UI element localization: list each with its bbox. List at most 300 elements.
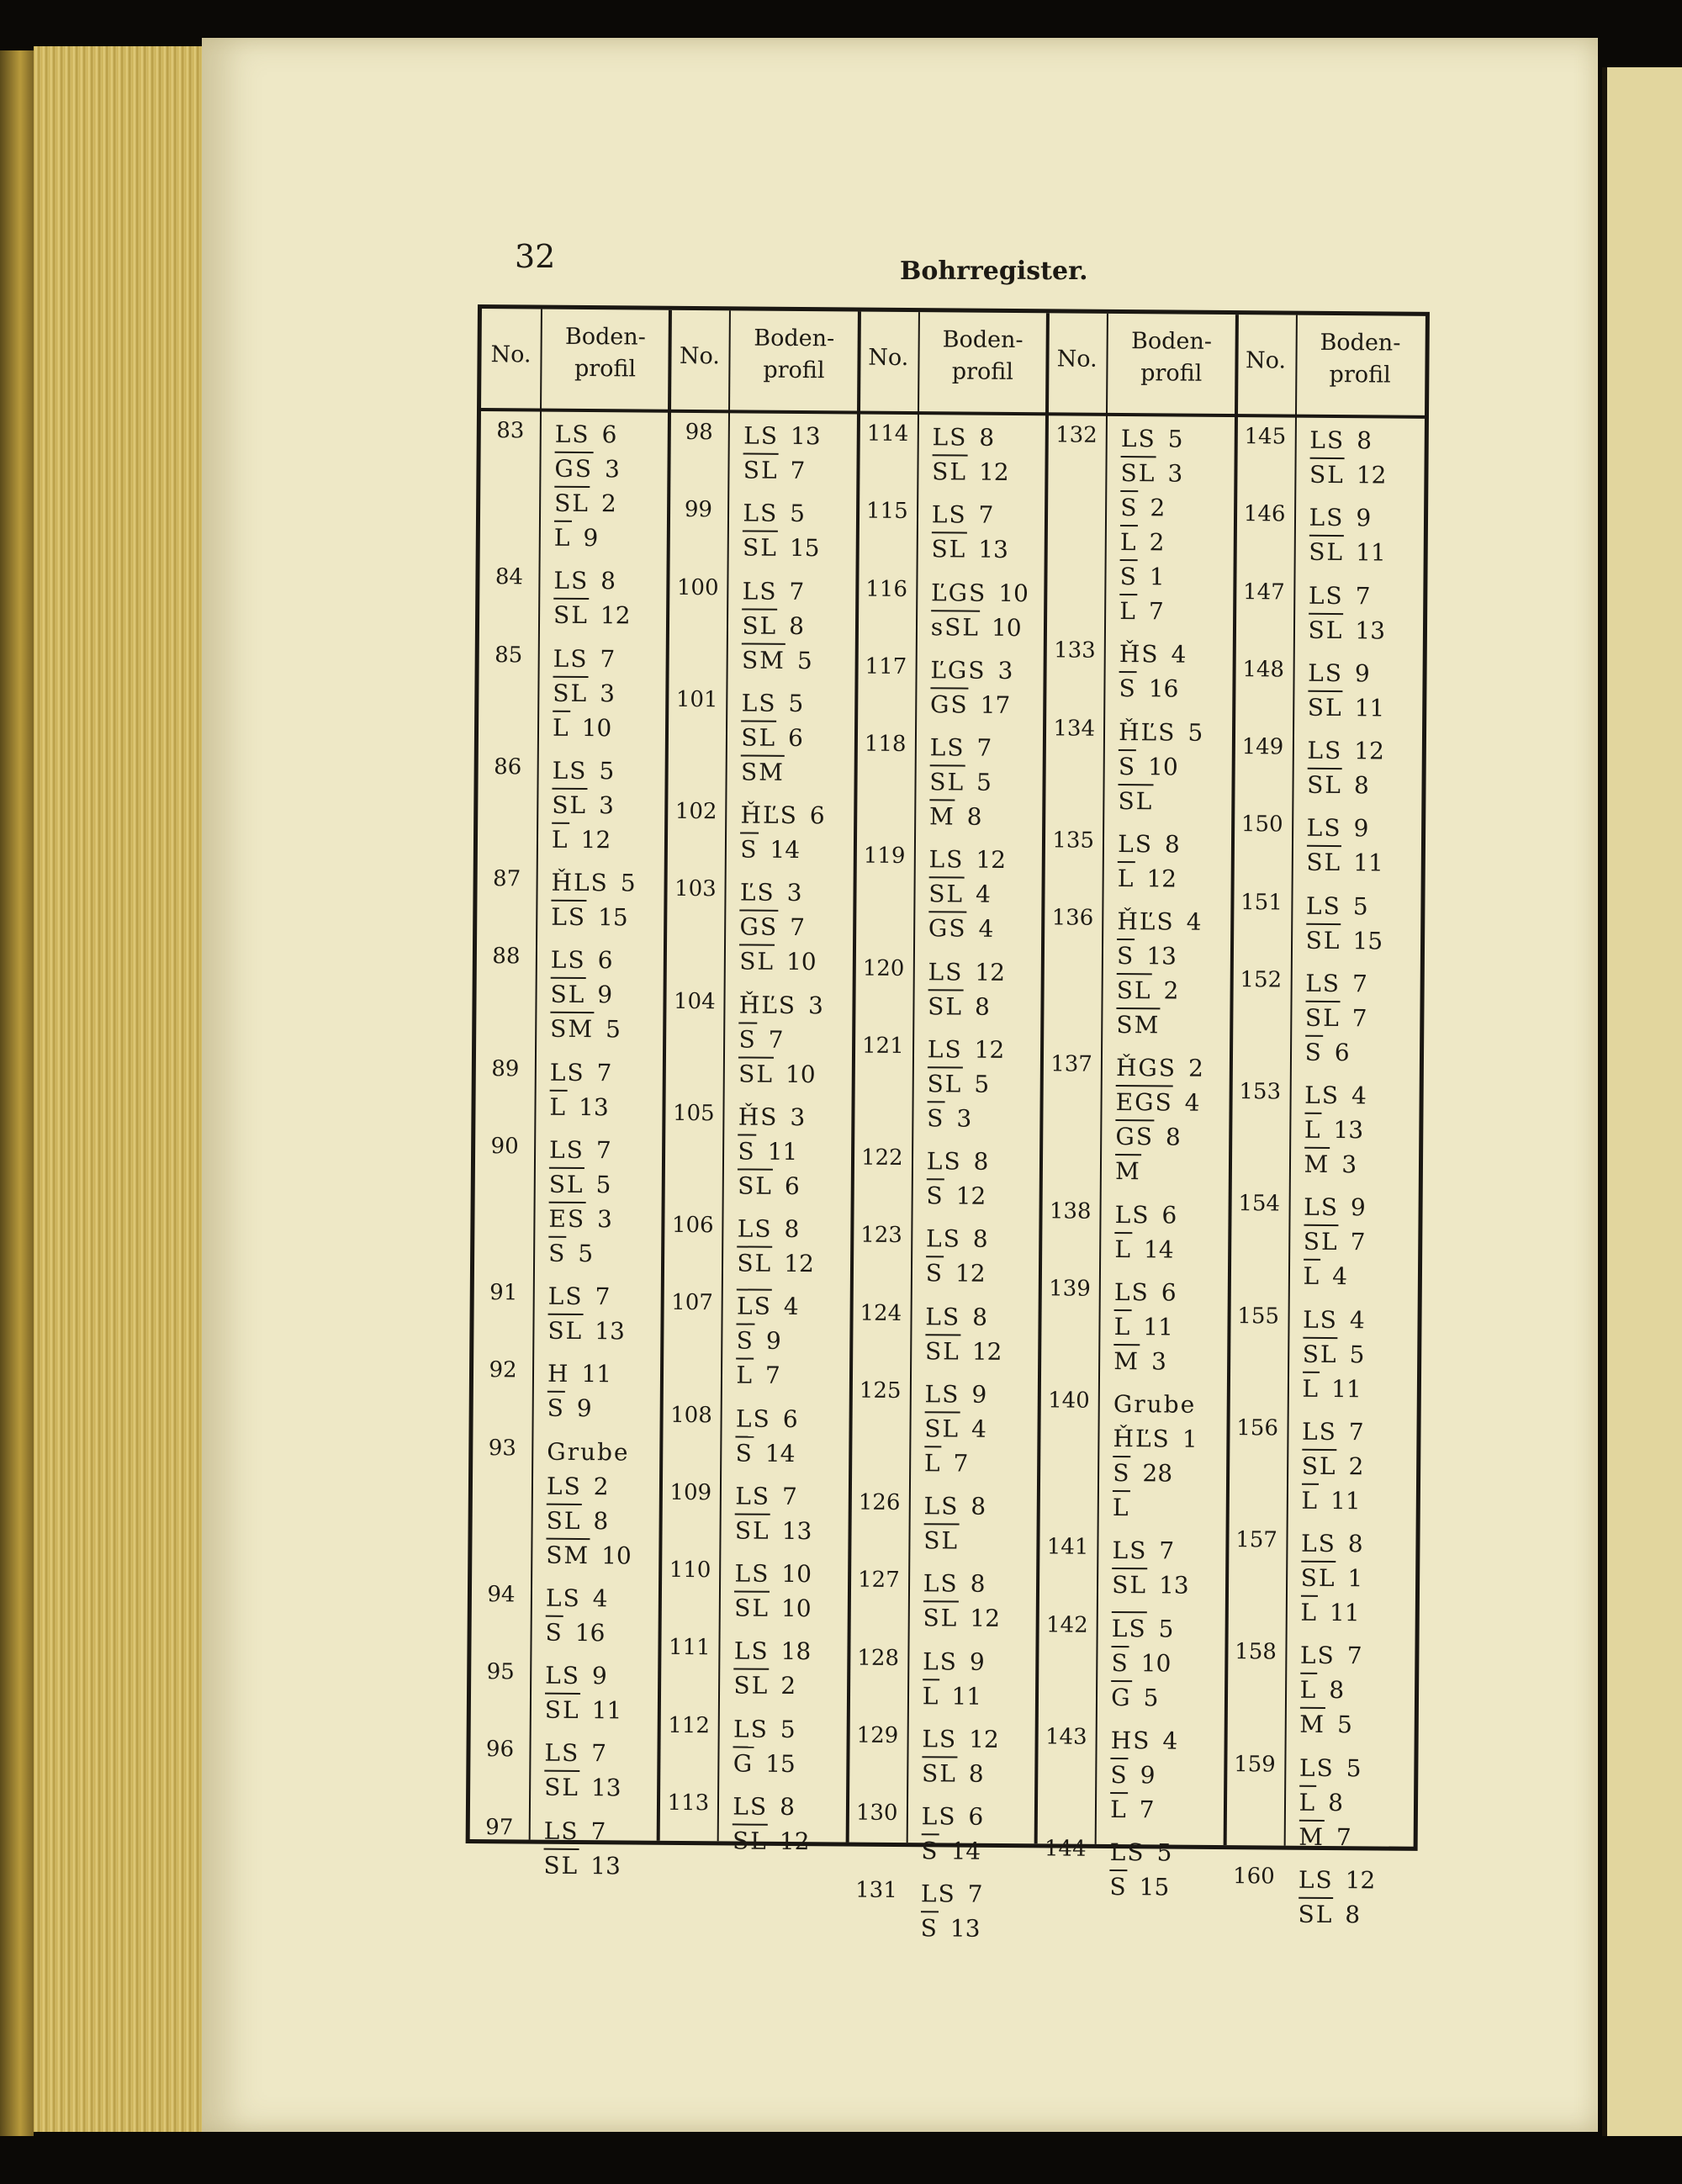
layer-thickness: 13 xyxy=(1355,616,1386,644)
profile-layer xyxy=(932,420,994,455)
soil-code: S xyxy=(1113,1456,1130,1489)
profile-layer xyxy=(738,1022,783,1056)
layer-thickness: 9 xyxy=(969,1647,985,1676)
layer-thickness: 1 xyxy=(1149,563,1165,591)
layer-thickness: 7 xyxy=(595,1135,611,1165)
soil-code: SL xyxy=(549,1166,584,1199)
bohrung-number: 141 xyxy=(1046,1534,1089,1561)
bohrung-number: 138 xyxy=(1049,1198,1092,1224)
profile-layer xyxy=(1304,1078,1367,1113)
page-edges xyxy=(34,46,210,2132)
profile-layer xyxy=(550,1012,621,1047)
layer-thickness: 12 xyxy=(970,1604,1001,1633)
soil-code: SL xyxy=(924,1411,960,1444)
soil-code: SL xyxy=(1306,923,1341,955)
profile-layer xyxy=(925,1299,987,1335)
soil-code: SL xyxy=(738,1168,773,1201)
profile-layer xyxy=(1309,535,1386,570)
bohrung-number: 85 xyxy=(495,642,523,668)
bohrung-number: 90 xyxy=(490,1133,519,1160)
layer-thickness: 6 xyxy=(784,1171,800,1200)
running-head: Bohrregister. xyxy=(900,256,1088,286)
header-no: No. xyxy=(679,342,721,370)
profile-layer xyxy=(1113,1387,1197,1422)
profile-layer xyxy=(1118,861,1177,896)
layer-thickness: 8 xyxy=(979,423,995,452)
bohrung-number: 130 xyxy=(855,1800,898,1826)
profile-layer xyxy=(1114,1309,1174,1345)
bohrung-number: 137 xyxy=(1050,1051,1093,1078)
layer-thickness: 6 xyxy=(1161,1278,1177,1307)
bohrung-number: 114 xyxy=(866,420,909,447)
layer-thickness: 13 xyxy=(590,1851,621,1880)
layer-thickness: 7 xyxy=(1346,1642,1362,1670)
soil-code: SL xyxy=(547,1503,582,1536)
soil-code: EGS xyxy=(1116,1085,1173,1118)
profile-layer xyxy=(738,1099,806,1134)
profile-layer xyxy=(931,610,1022,645)
soil-code: S xyxy=(1119,749,1136,782)
bohrung-number: 103 xyxy=(674,876,717,902)
bohrung-number: 83 xyxy=(496,418,525,444)
soil-code: LS xyxy=(735,1404,771,1433)
layer-thickness: 6 xyxy=(597,946,613,975)
soil-code: S xyxy=(1111,1645,1129,1678)
layer-thickness: 11 xyxy=(591,1696,622,1725)
profile-layer xyxy=(738,1056,816,1092)
layer-thickness: 7 xyxy=(790,913,806,942)
bohrung-number: 115 xyxy=(865,498,908,525)
layer-thickness: 15 xyxy=(1352,926,1383,955)
profile-layer xyxy=(554,486,616,521)
soil-code: LS xyxy=(737,1289,772,1322)
profile-layer xyxy=(548,1201,612,1236)
soil-code: SL xyxy=(1304,1224,1339,1257)
soil-code: L xyxy=(1304,1113,1322,1145)
soil-code: LS xyxy=(928,845,965,874)
header-no: No. xyxy=(1245,347,1287,374)
layer-thickness: 13 xyxy=(595,1317,625,1346)
soil-code: L xyxy=(1119,594,1137,627)
layer-thickness: 3 xyxy=(1341,1150,1357,1179)
soil-code: LS xyxy=(551,900,586,933)
profile-layer xyxy=(927,1066,989,1102)
soil-code: LS xyxy=(543,1816,579,1845)
profile-layer xyxy=(926,1256,986,1291)
layer-thickness: 12 xyxy=(978,457,1009,486)
soil-code: LS xyxy=(925,1302,961,1331)
profile-layer xyxy=(1306,888,1368,923)
profile-layer xyxy=(544,1813,606,1848)
bohrung-number: 125 xyxy=(859,1378,902,1404)
bohrung-number: 135 xyxy=(1052,828,1095,854)
profile-layer xyxy=(740,797,824,833)
layer-thickness: 14 xyxy=(770,835,801,865)
layer-thickness: 11 xyxy=(1330,1486,1361,1515)
layer-thickness: 5 xyxy=(620,869,636,897)
layer-thickness: 12 xyxy=(955,1182,986,1210)
soil-code: SM xyxy=(550,1012,594,1044)
bohrung-number: 98 xyxy=(685,419,713,446)
profile-layer xyxy=(1299,1819,1351,1853)
profile-layer xyxy=(1299,1785,1343,1819)
profile-layer xyxy=(1119,637,1187,672)
layer-thickness: 8 xyxy=(1357,426,1373,455)
profile-layer xyxy=(1302,1448,1364,1483)
layer-thickness: 4 xyxy=(1184,1088,1200,1118)
soil-code: ȞĽS xyxy=(740,801,798,830)
layer-thickness: 4 xyxy=(592,1584,608,1613)
soil-code: L xyxy=(554,521,572,553)
soil-code: ĽGS xyxy=(930,578,987,607)
bohrung-number: 150 xyxy=(1240,812,1283,838)
soil-code: L xyxy=(1301,1483,1319,1515)
profile-layer xyxy=(1110,1792,1155,1827)
layer-thickness: 5 xyxy=(595,1170,611,1199)
profile-layer xyxy=(735,1478,797,1514)
bohrung-number: 106 xyxy=(671,1212,714,1239)
soil-code: S xyxy=(926,1256,944,1288)
layer-thickness: 4 xyxy=(1162,1727,1178,1755)
layer-thickness: 16 xyxy=(574,1618,606,1647)
soil-code: SL xyxy=(743,531,778,563)
layer-thickness: 12 xyxy=(975,958,1006,986)
profile-layer xyxy=(1111,1645,1171,1680)
header-bodenprofil: Boden- profil xyxy=(1320,329,1401,389)
profile-layer xyxy=(547,1391,592,1425)
profile-layer xyxy=(741,720,803,755)
layer-thickness: 5 xyxy=(1336,1711,1352,1739)
bohrung-number: 121 xyxy=(861,1033,904,1059)
header-no: No. xyxy=(868,344,909,372)
profile-layer xyxy=(547,1356,611,1392)
soil-code: SL xyxy=(543,1848,579,1880)
layer-thickness: 3 xyxy=(1167,459,1183,488)
soil-code: LS xyxy=(1306,814,1342,843)
soil-code: LS xyxy=(1300,1529,1336,1558)
layer-thickness: 11 xyxy=(767,1137,798,1166)
layer-thickness: 11 xyxy=(1143,1313,1174,1341)
soil-code: ĽS xyxy=(739,878,775,907)
soil-code: L xyxy=(553,710,570,743)
profile-layer xyxy=(1307,811,1369,846)
layer-thickness: 7 xyxy=(1351,969,1368,998)
profile-layer xyxy=(553,641,616,676)
profile-layer xyxy=(1117,939,1177,974)
soil-code: LS xyxy=(923,1647,959,1676)
bohrung-number: 134 xyxy=(1053,715,1096,742)
next-page-edge xyxy=(1602,67,1682,2136)
soil-code: ES xyxy=(548,1201,585,1234)
soil-code: LS xyxy=(928,957,964,986)
layer-thickness: 10 xyxy=(601,1541,632,1569)
soil-code: ĽGS xyxy=(930,655,986,685)
layer-thickness: 3 xyxy=(1150,1347,1166,1376)
profile-layer xyxy=(550,1055,612,1090)
bohrung-number: 146 xyxy=(1243,501,1286,527)
profile-layer xyxy=(1306,845,1383,880)
profile-layer xyxy=(733,1746,796,1781)
bohrung-number: 117 xyxy=(865,653,907,680)
profile-layer xyxy=(1113,1344,1166,1378)
layer-thickness: 6 xyxy=(1334,1038,1350,1066)
profile-layer xyxy=(1119,749,1178,785)
profile-layer xyxy=(1115,1197,1177,1232)
column-divider xyxy=(657,310,672,1841)
soil-code: ȞĽS xyxy=(1113,1424,1171,1453)
profile-layer xyxy=(1309,423,1372,458)
soil-code: L xyxy=(552,822,569,854)
bohrung-number: 100 xyxy=(676,574,719,600)
soil-code: SL xyxy=(553,675,588,708)
layer-thickness: 5 xyxy=(790,500,806,528)
profile-layer xyxy=(929,764,992,800)
profile-layer xyxy=(549,1166,611,1202)
profile-layer xyxy=(1109,1869,1169,1905)
profile-layer xyxy=(734,1634,812,1669)
profile-layer xyxy=(742,643,812,678)
profile-layer xyxy=(924,1446,969,1480)
layer-thickness: 11 xyxy=(1355,538,1386,567)
layer-thickness: 10 xyxy=(780,1594,812,1623)
layer-thickness: 14 xyxy=(1143,1235,1174,1264)
layer-thickness: 4 xyxy=(1349,1305,1365,1334)
layer-thickness: 8 xyxy=(972,1303,988,1331)
layer-thickness: 1 xyxy=(1182,1425,1198,1453)
soil-code: LS xyxy=(926,1147,962,1176)
profile-layer xyxy=(1304,1035,1349,1070)
profile-layer xyxy=(924,1411,986,1446)
soil-code: LS xyxy=(1112,1536,1148,1565)
profile-layer xyxy=(923,1566,986,1601)
layer-thickness: 3 xyxy=(596,1204,613,1234)
column-divider xyxy=(845,312,860,1843)
profile-layer xyxy=(930,730,992,765)
soil-code: LS xyxy=(554,420,590,449)
layer-thickness: 18 xyxy=(780,1637,812,1666)
soil-code: SM xyxy=(742,643,785,675)
layer-thickness: 9 xyxy=(591,1662,607,1690)
soil-code: LS xyxy=(1299,1753,1335,1782)
profile-layer xyxy=(932,454,1009,489)
profile-layer xyxy=(554,452,620,487)
soil-code: LS xyxy=(929,733,965,762)
layer-thickness: 9 xyxy=(576,1394,592,1423)
layer-thickness: 7 xyxy=(590,1816,606,1845)
bohrung-number: 144 xyxy=(1044,1836,1087,1862)
profile-layer xyxy=(1120,490,1165,525)
profile-layer xyxy=(546,1503,608,1538)
soil-code: L xyxy=(1118,861,1135,894)
profile-layer xyxy=(1301,1561,1363,1596)
profile-layer xyxy=(736,1436,796,1471)
header-bodenprofil: Boden- profil xyxy=(564,323,646,383)
soil-code: SL xyxy=(733,1823,768,1856)
soil-code: SL xyxy=(923,1600,958,1633)
profile-layer xyxy=(737,1289,799,1325)
soil-code: SL xyxy=(1118,784,1153,817)
profile-layer xyxy=(1301,1526,1363,1562)
layer-thickness: 2 xyxy=(1149,528,1165,557)
layer-thickness: 5 xyxy=(1156,1838,1172,1867)
page-number: 32 xyxy=(515,238,556,275)
layer-thickness: 12 xyxy=(1146,865,1177,893)
layer-thickness: 5 xyxy=(605,1015,621,1044)
bohrung-number: 145 xyxy=(1244,424,1287,450)
layer-thickness: 6 xyxy=(782,1404,798,1433)
soil-code: LS xyxy=(548,1135,585,1164)
bohrung-number: 119 xyxy=(863,843,906,870)
profile-layer xyxy=(547,1468,609,1504)
layer-thickness: 7 xyxy=(768,1025,784,1054)
layer-thickness: 4 xyxy=(1332,1262,1348,1291)
profile-layer xyxy=(544,1770,621,1806)
bohrung-number: 140 xyxy=(1048,1388,1090,1414)
layer-thickness: 12 xyxy=(1345,1865,1376,1895)
layer-thickness: 15 xyxy=(765,1749,796,1778)
bohrung-number: 110 xyxy=(669,1557,711,1584)
layer-thickness: 13 xyxy=(949,1914,981,1943)
layer-thickness: 7 xyxy=(591,1739,607,1768)
layer-thickness: 7 xyxy=(790,456,806,485)
layer-thickness: 5 xyxy=(780,1715,796,1743)
profile-layer xyxy=(743,452,806,488)
profile-layer xyxy=(733,1789,795,1824)
profile-layer xyxy=(738,1168,800,1203)
soil-code: L xyxy=(1114,1309,1132,1342)
soil-code: LS xyxy=(733,1637,770,1666)
profile-layer xyxy=(739,910,805,945)
soil-code: LS xyxy=(553,644,589,673)
bohrung-number: 131 xyxy=(855,1877,897,1904)
layer-thickness: 8 xyxy=(780,1792,796,1821)
layer-thickness: 5 xyxy=(1158,1614,1174,1643)
layer-thickness: 3 xyxy=(956,1104,972,1133)
profile-layer xyxy=(549,1089,609,1124)
layer-thickness: 7 xyxy=(978,500,994,530)
profile-layer xyxy=(923,1489,986,1524)
profile-layer xyxy=(733,1711,796,1747)
soil-code: ȞĽS xyxy=(1119,717,1177,747)
layer-thickness: 7 xyxy=(595,1282,611,1311)
profile-layer xyxy=(1116,1050,1203,1086)
soil-code: GS xyxy=(928,911,967,944)
profile-layer xyxy=(928,955,1005,990)
soil-code: SL xyxy=(545,1693,580,1726)
soil-code: SL xyxy=(743,452,779,485)
layer-thickness: 7 xyxy=(953,1449,969,1478)
profile-layer xyxy=(1110,1835,1172,1870)
layer-thickness: 11 xyxy=(1330,1374,1362,1403)
soil-code: ȞĽS xyxy=(1117,907,1175,936)
profile-layer xyxy=(1305,1001,1367,1036)
layer-thickness: 7 xyxy=(596,1058,612,1087)
bohrung-number: 128 xyxy=(857,1645,900,1671)
soil-code: SL xyxy=(739,944,775,977)
soil-code: L xyxy=(1300,1595,1318,1628)
layer-thickness: 6 xyxy=(601,420,617,449)
layer-thickness: 10 xyxy=(991,613,1022,642)
profile-layer xyxy=(1117,973,1179,1008)
soil-code: G xyxy=(1111,1679,1132,1712)
bohrung-number: 158 xyxy=(1235,1639,1277,1665)
soil-code: S xyxy=(1120,559,1138,592)
layer-thickness: 5 xyxy=(578,1239,594,1267)
soil-code: S xyxy=(1109,1869,1127,1902)
bohrung-number: 147 xyxy=(1242,579,1285,605)
soil-code: L xyxy=(1303,1259,1320,1292)
profile-layer xyxy=(1299,1750,1362,1785)
layer-thickness: 5 xyxy=(1352,891,1368,920)
soil-code: LS xyxy=(735,1482,771,1510)
soil-code: LS xyxy=(1308,581,1344,610)
layer-thickness: 8 xyxy=(972,1224,988,1254)
profile-layer xyxy=(552,787,614,822)
soil-code: LS xyxy=(553,566,590,595)
profile-layer xyxy=(547,1314,625,1349)
layer-thickness: 3 xyxy=(604,455,620,484)
layer-thickness: 11 xyxy=(951,1681,982,1711)
soil-code: LS xyxy=(741,689,777,717)
soil-code: LS xyxy=(550,945,586,975)
layer-thickness: 13 xyxy=(978,535,1009,564)
bohrung-number: 122 xyxy=(860,1145,903,1171)
soil-code: LS xyxy=(1305,969,1341,997)
soil-code: Grube xyxy=(547,1437,630,1466)
profile-layer xyxy=(543,1848,621,1883)
profile-layer xyxy=(1309,457,1387,493)
layer-thickness: 8 xyxy=(973,1147,989,1176)
bohrung-number: 160 xyxy=(1232,1863,1275,1890)
profile-layer xyxy=(738,1134,797,1169)
layer-thickness: 8 xyxy=(966,802,982,831)
layer-thickness: 8 xyxy=(971,1492,986,1520)
profile-layer xyxy=(1118,784,1153,818)
profile-layer xyxy=(553,598,631,633)
soil-code: SL xyxy=(932,454,967,487)
profile-layer xyxy=(733,1823,810,1859)
soil-code: S xyxy=(547,1391,565,1424)
soil-code: LS xyxy=(1308,658,1344,687)
soil-code: ȞS xyxy=(1119,640,1160,669)
soil-code: L xyxy=(549,1089,567,1122)
soil-code: HS xyxy=(1110,1726,1151,1755)
layer-thickness: 14 xyxy=(764,1439,796,1467)
soil-code: SL xyxy=(741,720,776,753)
bohrregister-table xyxy=(466,304,1430,1943)
layer-thickness: 6 xyxy=(968,1802,984,1831)
layer-thickness: 4 xyxy=(1171,640,1187,669)
profile-layer xyxy=(546,1580,608,1616)
soil-code: S xyxy=(921,1911,939,1943)
bohrung-number: 136 xyxy=(1051,905,1094,931)
profile-layer xyxy=(554,521,599,555)
bohrung-number: 95 xyxy=(486,1659,515,1685)
bohrung-number: 153 xyxy=(1239,1079,1282,1105)
layer-thickness: 5 xyxy=(599,756,615,785)
soil-code: LS xyxy=(733,1792,769,1821)
profile-layer xyxy=(1304,1224,1366,1260)
profile-layer xyxy=(1112,1533,1174,1568)
soil-code: L xyxy=(736,1358,754,1391)
soil-code: LS xyxy=(1118,829,1154,859)
layer-thickness: 3 xyxy=(997,656,1013,685)
layer-thickness: 9 xyxy=(1353,814,1369,843)
soil-code: LS xyxy=(1301,1417,1338,1446)
soil-code: M xyxy=(1304,1147,1330,1180)
profile-layer xyxy=(739,944,817,980)
layer-thickness: 12 xyxy=(1356,461,1387,489)
